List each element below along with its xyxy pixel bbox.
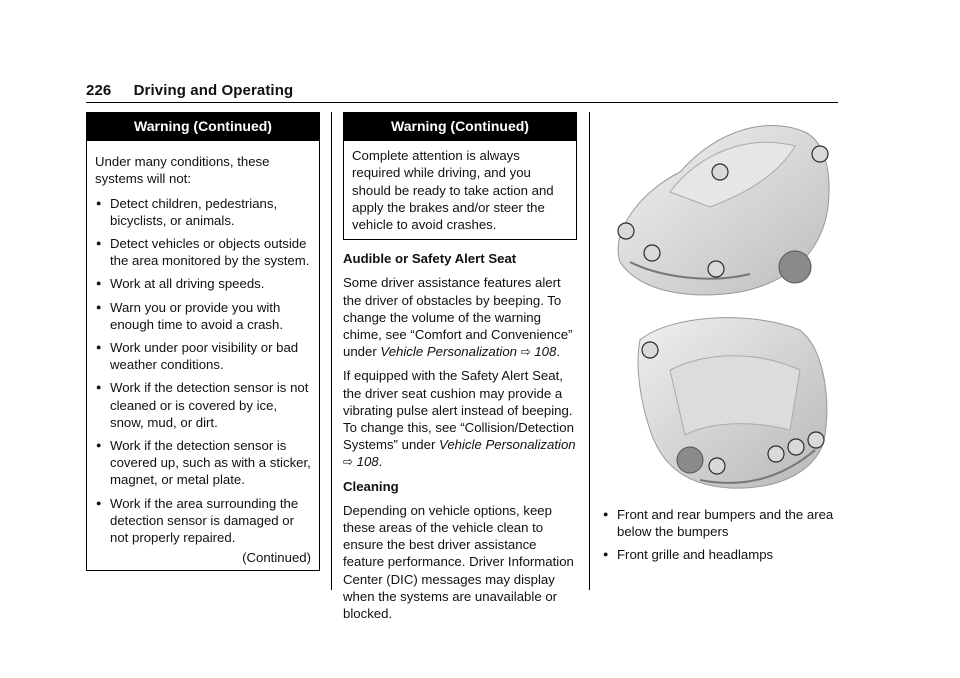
sensor-marker <box>712 164 728 180</box>
cross-reference[interactable]: Vehicle Personalization <box>439 437 576 453</box>
section-title: Driving and Operating <box>133 82 294 99</box>
page-ref[interactable]: 108 <box>356 454 379 470</box>
middle-column <box>343 112 577 629</box>
warning-title: Warning (Continued) <box>344 113 576 141</box>
page-ref-arrow-icon: ⇨ <box>520 344 531 360</box>
page-ref[interactable]: 108 <box>534 344 557 360</box>
right-column-text <box>602 506 838 570</box>
header-rule <box>86 102 838 103</box>
sensor-marker <box>642 342 658 358</box>
list-item: ● Front grille and headlamps <box>602 546 838 563</box>
sensor-marker <box>808 432 824 448</box>
list-item: ● Front and rear bumpers and the area below the bumpers <box>602 506 838 540</box>
list-item: ● Work if the detection sensor is covered up, such as with a sticker, magnet, or metal plate. <box>95 437 311 489</box>
car-rear-illustration <box>630 310 840 500</box>
page-number: 226 <box>86 82 112 99</box>
list-item: ● Work at all driving speeds. <box>95 275 311 292</box>
warning-list <box>95 195 311 547</box>
car-front-illustration <box>600 112 840 302</box>
warning-intro: Under many conditions, these systems will not: <box>95 154 270 187</box>
section-heading: Cleaning <box>343 478 399 494</box>
sensor-marker <box>812 146 828 162</box>
cross-reference[interactable]: Vehicle Personalization <box>380 344 518 360</box>
page-header <box>86 82 293 99</box>
page-ref-arrow-icon: ⇨ <box>343 454 353 470</box>
sensor-marker <box>709 458 725 474</box>
paragraph: Depending on vehicle options, keep these areas of the vehicle clean to ensure the best driver assistance feature performance. Driver Information Center (DIC) messages may display when the systems are unavailable or blocked. <box>343 502 574 622</box>
continued-label: (Continued) <box>242 550 311 566</box>
warning-box-continued <box>343 112 577 240</box>
sensor-marker <box>768 446 784 462</box>
sensor-marker <box>618 223 634 239</box>
sensor-marker <box>788 439 804 455</box>
left-column <box>86 112 320 571</box>
list-item: ● Detect children, pedestrians, bicyclists, or animals. <box>95 195 311 229</box>
column-divider <box>589 112 590 590</box>
paragraph: Some driver assistance features alert the driver of obstacles by beeping. To change the volume of the warning chime, see “Comfort and Convenience” under Vehicle Personalization ⇨ 108. <box>343 275 573 360</box>
warning-box <box>86 112 320 571</box>
warning-text: Complete attention is always required while driving, and you should be ready to take action and apply the brakes and/or steer the vehicle to avoid crashes. <box>352 148 554 233</box>
section-heading: Audible or Safety Alert Seat <box>343 251 517 267</box>
list-item: ● Work if the detection sensor is not cleaned or is covered by ice, snow, mud, or dirt. <box>95 379 311 431</box>
list-item: ● Warn you or provide you with enough time to avoid a crash. <box>95 299 311 333</box>
paragraph: If equipped with the Safety Alert Seat, the driver seat cushion may provide a vibrating pulse alert instead of beeping. To change this, see “Collision/Detection Systems” under Vehicle Personalization ⇨ 108. <box>343 368 576 470</box>
sensor-marker <box>644 245 660 261</box>
list-item: ● Work if the area surrounding the detection sensor is damaged or not properly repaired. <box>95 495 311 547</box>
column-divider <box>331 112 332 590</box>
warning-title: Warning (Continued) <box>87 113 319 141</box>
cleaning-list <box>602 506 838 564</box>
sensor-marker <box>708 261 724 277</box>
list-item: ● Work under poor visibility or bad weather conditions. <box>95 339 311 373</box>
list-item: ● Detect vehicles or objects outside the area monitored by the system. <box>95 235 311 269</box>
